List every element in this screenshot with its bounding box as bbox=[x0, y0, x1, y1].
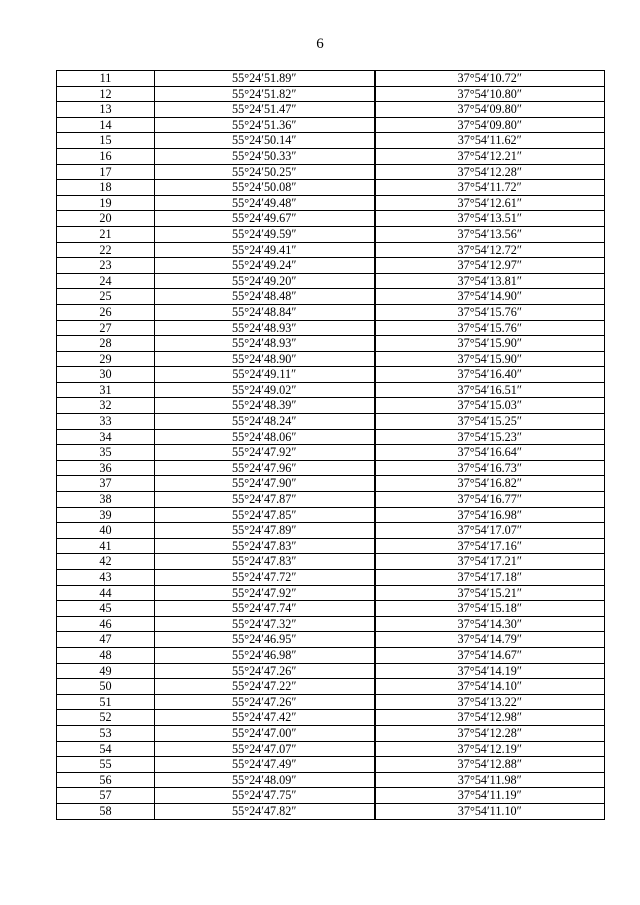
longitude-cell: 37°54′14.67″ bbox=[375, 647, 605, 663]
latitude-cell: 55°24′49.48″ bbox=[155, 195, 375, 211]
latitude-cell: 55°24′48.48″ bbox=[155, 289, 375, 305]
table-row bbox=[57, 772, 605, 788]
point-number-cell: 38 bbox=[57, 492, 155, 508]
point-number-cell: 48 bbox=[57, 647, 155, 663]
longitude-cell: 37°54′09.80″ bbox=[375, 117, 605, 133]
table-row bbox=[57, 570, 605, 586]
longitude-cell: 37°54′13.51″ bbox=[375, 211, 605, 227]
point-number-cell: 57 bbox=[57, 788, 155, 804]
point-number-cell: 49 bbox=[57, 663, 155, 679]
point-number-cell: 24 bbox=[57, 273, 155, 289]
table-row bbox=[57, 725, 605, 741]
latitude-cell: 55°24′49.20″ bbox=[155, 273, 375, 289]
point-number-cell: 52 bbox=[57, 710, 155, 726]
table-row bbox=[57, 367, 605, 383]
latitude-cell: 55°24′50.33″ bbox=[155, 148, 375, 164]
point-number-cell: 42 bbox=[57, 554, 155, 570]
table-row bbox=[57, 289, 605, 305]
table-row bbox=[57, 616, 605, 632]
table-row bbox=[57, 523, 605, 539]
latitude-cell: 55°24′47.85″ bbox=[155, 507, 375, 523]
table-row bbox=[57, 476, 605, 492]
table-row bbox=[57, 741, 605, 757]
table-row bbox=[57, 398, 605, 414]
longitude-cell: 37°54′15.18″ bbox=[375, 601, 605, 617]
point-number-cell: 44 bbox=[57, 585, 155, 601]
point-number-cell: 26 bbox=[57, 304, 155, 320]
longitude-cell: 37°54′12.19″ bbox=[375, 741, 605, 757]
latitude-cell: 55°24′47.87″ bbox=[155, 492, 375, 508]
table-row bbox=[57, 164, 605, 180]
point-number-cell: 25 bbox=[57, 289, 155, 305]
latitude-cell: 55°24′46.98″ bbox=[155, 647, 375, 663]
latitude-cell: 55°24′48.84″ bbox=[155, 304, 375, 320]
longitude-cell: 37°54′11.98″ bbox=[375, 772, 605, 788]
longitude-cell: 37°54′12.28″ bbox=[375, 725, 605, 741]
latitude-cell: 55°24′49.67″ bbox=[155, 211, 375, 227]
table-row bbox=[57, 710, 605, 726]
longitude-cell: 37°54′16.73″ bbox=[375, 460, 605, 476]
point-number-cell: 30 bbox=[57, 367, 155, 383]
latitude-cell: 55°24′48.09″ bbox=[155, 772, 375, 788]
latitude-cell: 55°24′49.24″ bbox=[155, 258, 375, 274]
point-number-cell: 46 bbox=[57, 616, 155, 632]
longitude-cell: 37°54′16.40″ bbox=[375, 367, 605, 383]
longitude-cell: 37°54′17.18″ bbox=[375, 570, 605, 586]
latitude-cell: 55°24′47.75″ bbox=[155, 788, 375, 804]
point-number-cell: 34 bbox=[57, 429, 155, 445]
table-row bbox=[57, 507, 605, 523]
table-row bbox=[57, 336, 605, 352]
longitude-cell: 37°54′15.76″ bbox=[375, 320, 605, 336]
latitude-cell: 55°24′47.83″ bbox=[155, 538, 375, 554]
longitude-cell: 37°54′11.72″ bbox=[375, 180, 605, 196]
longitude-cell: 37°54′15.23″ bbox=[375, 429, 605, 445]
longitude-cell: 37°54′16.82″ bbox=[375, 476, 605, 492]
table-row bbox=[57, 445, 605, 461]
table-row bbox=[57, 351, 605, 367]
page-number: 6 bbox=[316, 36, 324, 52]
latitude-cell: 55°24′47.83″ bbox=[155, 554, 375, 570]
table-row bbox=[57, 320, 605, 336]
latitude-cell: 55°24′47.26″ bbox=[155, 694, 375, 710]
point-number-cell: 53 bbox=[57, 725, 155, 741]
point-number-cell: 12 bbox=[57, 86, 155, 102]
latitude-cell: 55°24′48.93″ bbox=[155, 336, 375, 352]
latitude-cell: 55°24′47.82″ bbox=[155, 803, 375, 819]
longitude-cell: 37°54′15.21″ bbox=[375, 585, 605, 601]
table-row bbox=[57, 601, 605, 617]
point-number-cell: 43 bbox=[57, 570, 155, 586]
longitude-cell: 37°54′16.77″ bbox=[375, 492, 605, 508]
longitude-cell: 37°54′14.79″ bbox=[375, 632, 605, 648]
latitude-cell: 55°24′47.90″ bbox=[155, 476, 375, 492]
latitude-cell: 55°24′49.02″ bbox=[155, 382, 375, 398]
longitude-cell: 37°54′12.61″ bbox=[375, 195, 605, 211]
table-row bbox=[57, 258, 605, 274]
latitude-cell: 55°24′50.25″ bbox=[155, 164, 375, 180]
point-number-cell: 58 bbox=[57, 803, 155, 819]
longitude-cell: 37°54′13.22″ bbox=[375, 694, 605, 710]
latitude-cell: 55°24′47.92″ bbox=[155, 585, 375, 601]
longitude-cell: 37°54′12.97″ bbox=[375, 258, 605, 274]
longitude-cell: 37°54′13.81″ bbox=[375, 273, 605, 289]
longitude-cell: 37°54′13.56″ bbox=[375, 226, 605, 242]
latitude-cell: 55°24′47.07″ bbox=[155, 741, 375, 757]
point-number-cell: 40 bbox=[57, 523, 155, 539]
table-row bbox=[57, 694, 605, 710]
point-number-cell: 22 bbox=[57, 242, 155, 258]
coordinates-table-body bbox=[57, 71, 605, 820]
table-row bbox=[57, 538, 605, 554]
table-row bbox=[57, 632, 605, 648]
table-row bbox=[57, 180, 605, 196]
table-row bbox=[57, 554, 605, 570]
longitude-cell: 37°54′11.10″ bbox=[375, 803, 605, 819]
longitude-cell: 37°54′12.28″ bbox=[375, 164, 605, 180]
latitude-cell: 55°24′47.89″ bbox=[155, 523, 375, 539]
table-row bbox=[57, 226, 605, 242]
longitude-cell: 37°54′12.88″ bbox=[375, 757, 605, 773]
latitude-cell: 55°24′47.74″ bbox=[155, 601, 375, 617]
point-number-cell: 21 bbox=[57, 226, 155, 242]
table-row bbox=[57, 803, 605, 819]
table-row bbox=[57, 663, 605, 679]
latitude-cell: 55°24′47.32″ bbox=[155, 616, 375, 632]
latitude-cell: 55°24′48.93″ bbox=[155, 320, 375, 336]
table-row bbox=[57, 211, 605, 227]
longitude-cell: 37°54′15.03″ bbox=[375, 398, 605, 414]
point-number-cell: 16 bbox=[57, 148, 155, 164]
longitude-cell: 37°54′11.62″ bbox=[375, 133, 605, 149]
latitude-cell: 55°24′48.06″ bbox=[155, 429, 375, 445]
table-row bbox=[57, 71, 605, 87]
point-number-cell: 29 bbox=[57, 351, 155, 367]
longitude-cell: 37°54′14.30″ bbox=[375, 616, 605, 632]
latitude-cell: 55°24′49.41″ bbox=[155, 242, 375, 258]
point-number-cell: 23 bbox=[57, 258, 155, 274]
latitude-cell: 55°24′46.95″ bbox=[155, 632, 375, 648]
latitude-cell: 55°24′47.42″ bbox=[155, 710, 375, 726]
point-number-cell: 31 bbox=[57, 382, 155, 398]
latitude-cell: 55°24′51.47″ bbox=[155, 102, 375, 118]
longitude-cell: 37°54′11.19″ bbox=[375, 788, 605, 804]
point-number-cell: 14 bbox=[57, 117, 155, 133]
latitude-cell: 55°24′51.36″ bbox=[155, 117, 375, 133]
table-row bbox=[57, 647, 605, 663]
latitude-cell: 55°24′51.82″ bbox=[155, 86, 375, 102]
longitude-cell: 37°54′10.80″ bbox=[375, 86, 605, 102]
point-number-cell: 41 bbox=[57, 538, 155, 554]
table-row bbox=[57, 117, 605, 133]
table-row bbox=[57, 585, 605, 601]
longitude-cell: 37°54′15.90″ bbox=[375, 351, 605, 367]
table-row bbox=[57, 148, 605, 164]
longitude-cell: 37°54′16.98″ bbox=[375, 507, 605, 523]
point-number-cell: 17 bbox=[57, 164, 155, 180]
table-row bbox=[57, 273, 605, 289]
table-row bbox=[57, 679, 605, 695]
latitude-cell: 55°24′48.90″ bbox=[155, 351, 375, 367]
latitude-cell: 55°24′47.00″ bbox=[155, 725, 375, 741]
point-number-cell: 39 bbox=[57, 507, 155, 523]
point-number-cell: 51 bbox=[57, 694, 155, 710]
longitude-cell: 37°54′09.80″ bbox=[375, 102, 605, 118]
table-row bbox=[57, 429, 605, 445]
point-number-cell: 11 bbox=[57, 71, 155, 87]
longitude-cell: 37°54′12.98″ bbox=[375, 710, 605, 726]
table-row bbox=[57, 102, 605, 118]
latitude-cell: 55°24′47.49″ bbox=[155, 757, 375, 773]
coordinates-table bbox=[56, 70, 605, 820]
table-row bbox=[57, 788, 605, 804]
point-number-cell: 50 bbox=[57, 679, 155, 695]
table-row bbox=[57, 133, 605, 149]
latitude-cell: 55°24′47.96″ bbox=[155, 460, 375, 476]
longitude-cell: 37°54′15.25″ bbox=[375, 414, 605, 430]
longitude-cell: 37°54′14.19″ bbox=[375, 663, 605, 679]
table-row bbox=[57, 492, 605, 508]
point-number-cell: 13 bbox=[57, 102, 155, 118]
point-number-cell: 27 bbox=[57, 320, 155, 336]
point-number-cell: 33 bbox=[57, 414, 155, 430]
table-row bbox=[57, 382, 605, 398]
longitude-cell: 37°54′14.90″ bbox=[375, 289, 605, 305]
point-number-cell: 56 bbox=[57, 772, 155, 788]
latitude-cell: 55°24′47.92″ bbox=[155, 445, 375, 461]
latitude-cell: 55°24′48.24″ bbox=[155, 414, 375, 430]
longitude-cell: 37°54′17.16″ bbox=[375, 538, 605, 554]
longitude-cell: 37°54′12.21″ bbox=[375, 148, 605, 164]
table-row bbox=[57, 195, 605, 211]
longitude-cell: 37°54′10.72″ bbox=[375, 71, 605, 87]
table-row bbox=[57, 86, 605, 102]
point-number-cell: 20 bbox=[57, 211, 155, 227]
longitude-cell: 37°54′12.72″ bbox=[375, 242, 605, 258]
table-row bbox=[57, 414, 605, 430]
latitude-cell: 55°24′48.39″ bbox=[155, 398, 375, 414]
point-number-cell: 18 bbox=[57, 180, 155, 196]
table-row bbox=[57, 304, 605, 320]
point-number-cell: 47 bbox=[57, 632, 155, 648]
longitude-cell: 37°54′16.64″ bbox=[375, 445, 605, 461]
point-number-cell: 15 bbox=[57, 133, 155, 149]
point-number-cell: 55 bbox=[57, 757, 155, 773]
point-number-cell: 32 bbox=[57, 398, 155, 414]
point-number-cell: 54 bbox=[57, 741, 155, 757]
table-row bbox=[57, 460, 605, 476]
latitude-cell: 55°24′50.14″ bbox=[155, 133, 375, 149]
point-number-cell: 37 bbox=[57, 476, 155, 492]
longitude-cell: 37°54′17.07″ bbox=[375, 523, 605, 539]
latitude-cell: 55°24′47.26″ bbox=[155, 663, 375, 679]
point-number-cell: 45 bbox=[57, 601, 155, 617]
latitude-cell: 55°24′49.11″ bbox=[155, 367, 375, 383]
latitude-cell: 55°24′51.89″ bbox=[155, 71, 375, 87]
table-row bbox=[57, 757, 605, 773]
longitude-cell: 37°54′15.90″ bbox=[375, 336, 605, 352]
point-number-cell: 19 bbox=[57, 195, 155, 211]
longitude-cell: 37°54′14.10″ bbox=[375, 679, 605, 695]
longitude-cell: 37°54′17.21″ bbox=[375, 554, 605, 570]
longitude-cell: 37°54′15.76″ bbox=[375, 304, 605, 320]
latitude-cell: 55°24′47.22″ bbox=[155, 679, 375, 695]
longitude-cell: 37°54′16.51″ bbox=[375, 382, 605, 398]
point-number-cell: 28 bbox=[57, 336, 155, 352]
point-number-cell: 35 bbox=[57, 445, 155, 461]
latitude-cell: 55°24′49.59″ bbox=[155, 226, 375, 242]
point-number-cell: 36 bbox=[57, 460, 155, 476]
latitude-cell: 55°24′47.72″ bbox=[155, 570, 375, 586]
table-row bbox=[57, 242, 605, 258]
latitude-cell: 55°24′50.08″ bbox=[155, 180, 375, 196]
